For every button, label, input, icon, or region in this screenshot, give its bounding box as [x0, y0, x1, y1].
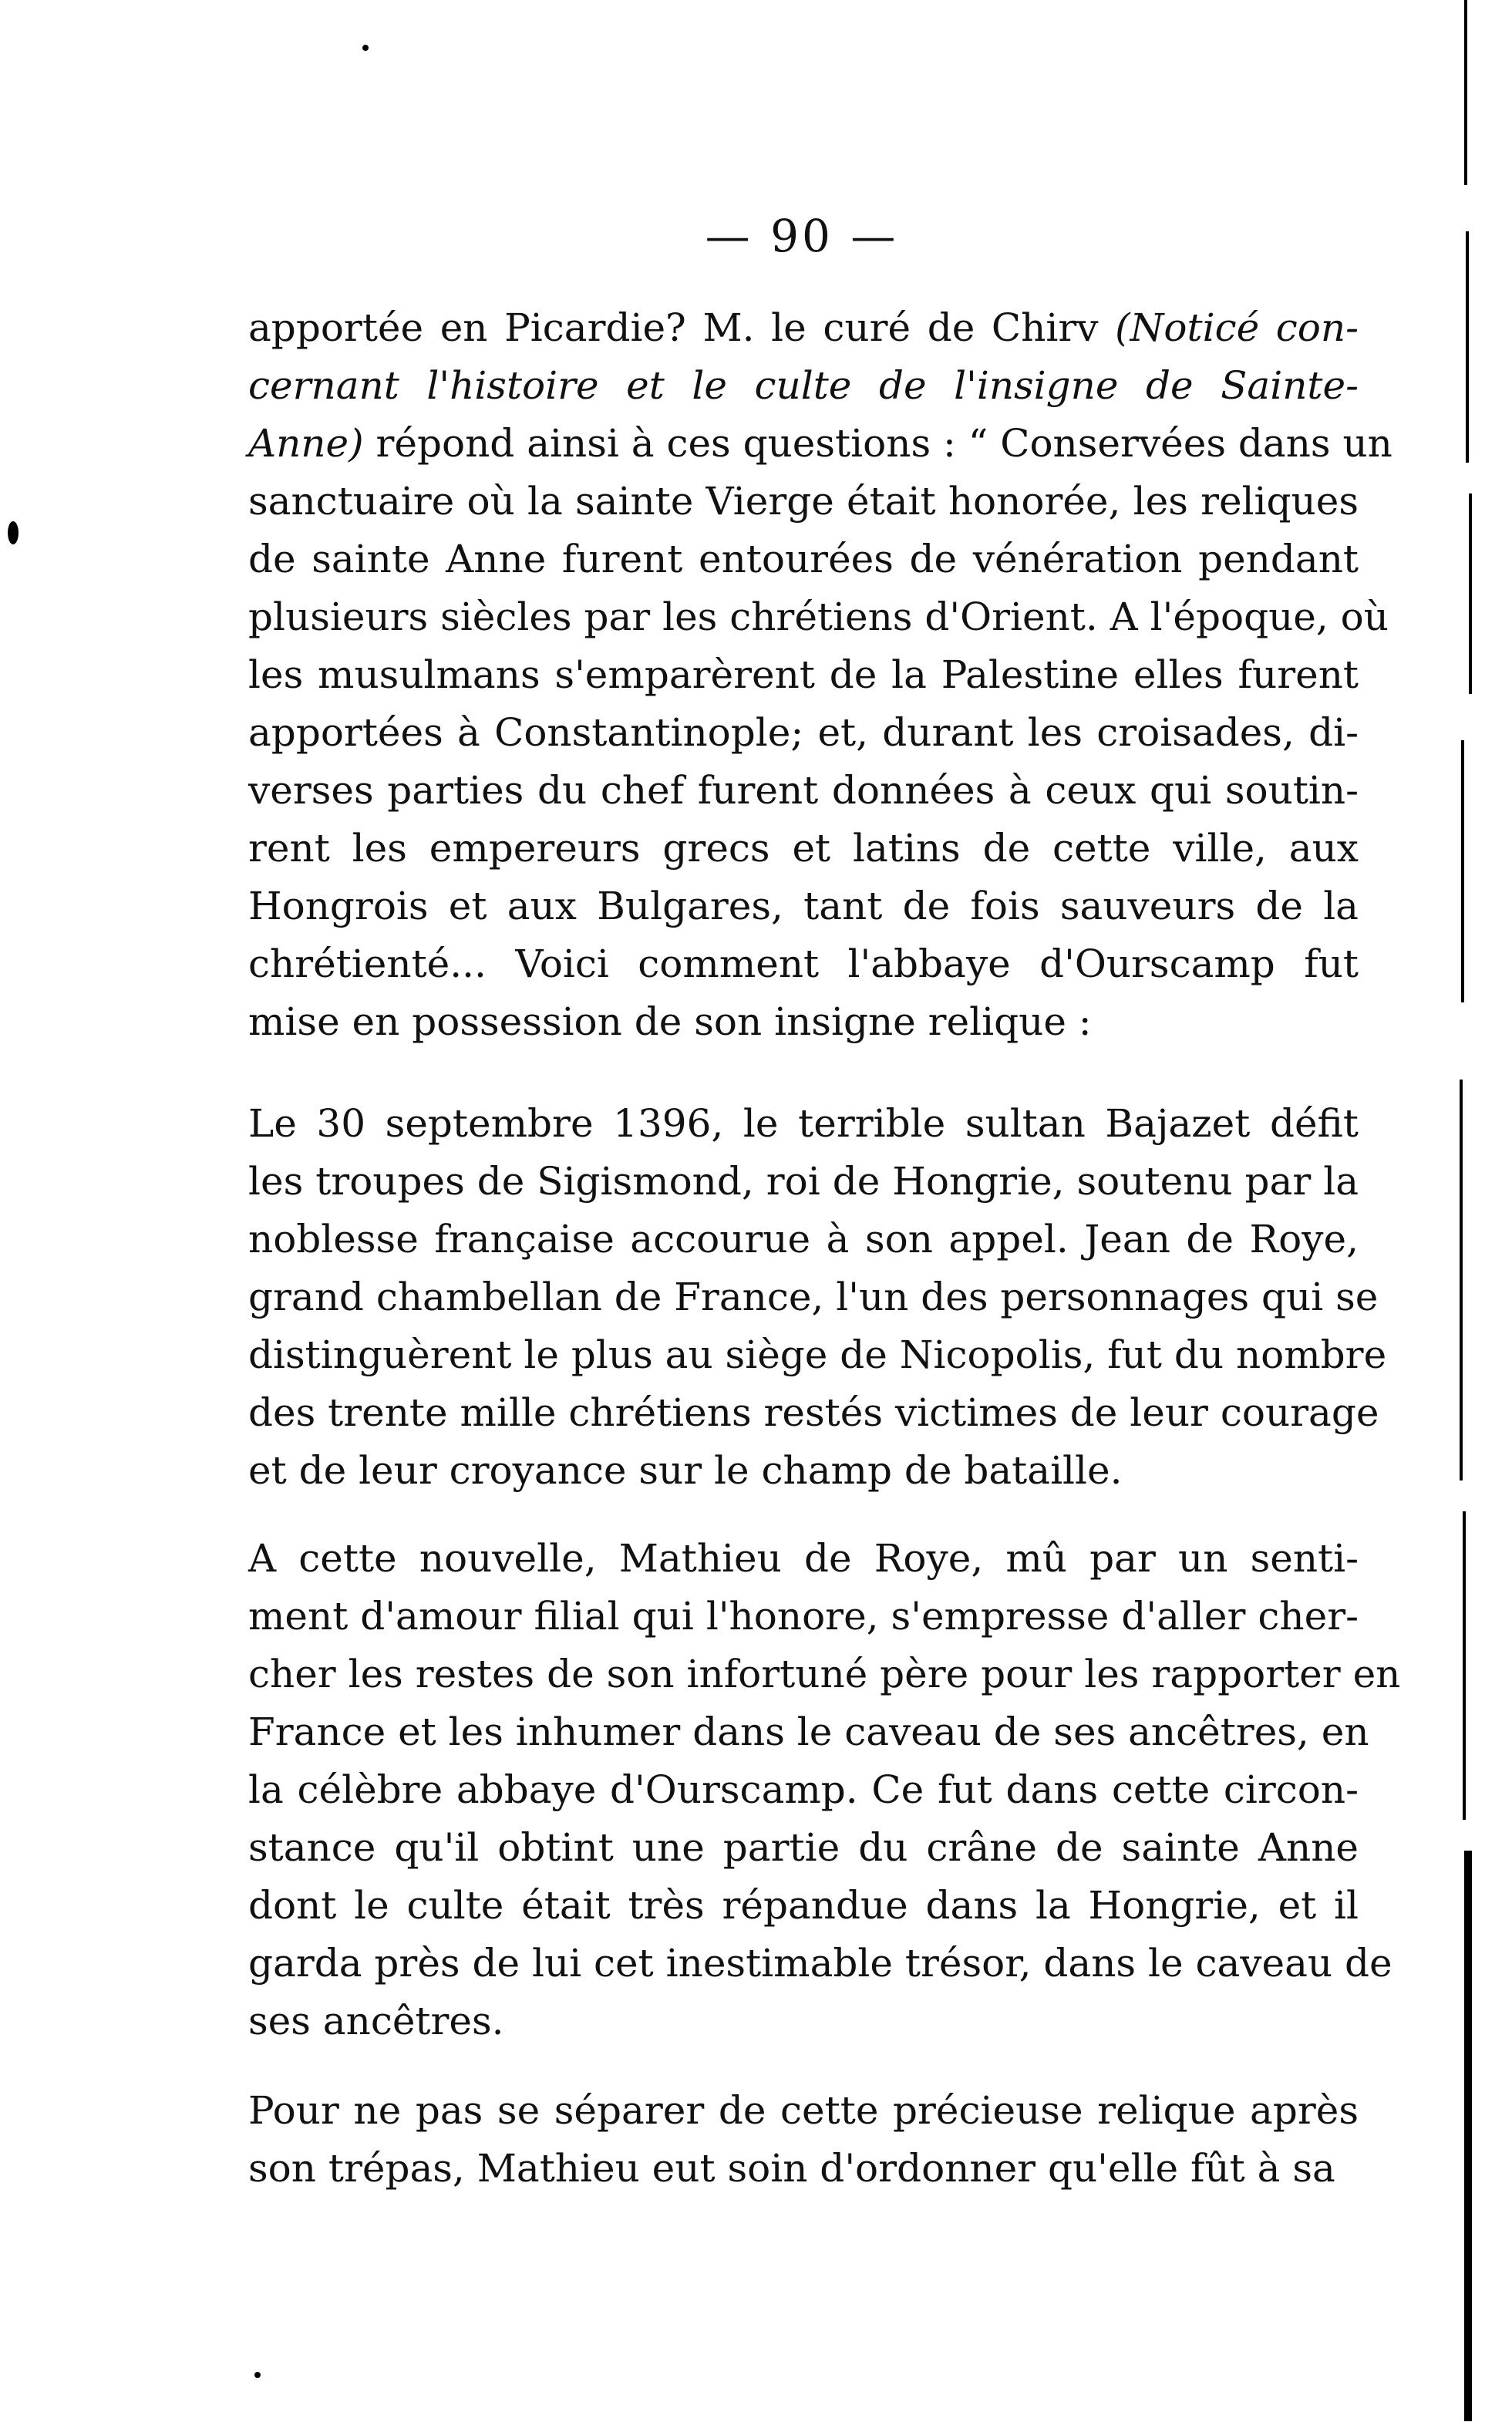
text-run: et de leur croyance sur le champ de bataille. [248, 1448, 1123, 1493]
text-run: plusieurs siècles par les chrétiens d'Orient. A l'époque, où [248, 595, 1389, 639]
text-run: les troupes de Sigismond, roi de Hongrie, soutenu par la [248, 1159, 1359, 1204]
italic-text: Anne) [248, 421, 364, 466]
text-line [248, 357, 1359, 415]
scan-speck [362, 45, 369, 51]
scan-speck [254, 2372, 261, 2378]
text-run: grand chambellan de France, l'un des personnages qui se [248, 1275, 1379, 1319]
text-line [248, 1384, 1379, 1442]
italic-text: cernant l'histoire et le culte de l'insigne de Sainte- [248, 363, 1359, 408]
text-run: ses ancêtres. [248, 1999, 504, 2043]
text-run: France et les inhumer dans le caveau de ses ancêtres, en [248, 1710, 1369, 1754]
text-line [248, 1877, 1359, 1935]
text-line [248, 1993, 1359, 2050]
text-line [248, 1095, 1359, 1153]
page-number: — 90 — [705, 210, 899, 262]
text-line [248, 935, 1359, 993]
text-line [248, 1588, 1359, 1646]
text-run: de sainte Anne furent entourées de vénération pendant [248, 537, 1359, 581]
text-line [248, 1819, 1359, 1877]
paragraph-1 [248, 299, 1392, 1051]
text-run: rent les empereurs grecs et latins de cette ville, aux [248, 826, 1359, 871]
text-line [248, 704, 1359, 762]
text-run: sanctuaire où la sainte Vierge était honorée, les reliques [248, 479, 1359, 524]
text-run: les musulmans s'emparèrent de la Palestine elles furent [248, 652, 1359, 697]
text-line [248, 588, 1389, 646]
text-run: Pour ne pas se séparer de cette précieuse relique après [248, 2088, 1359, 2133]
text-run: noblesse française accourue à son appel. Jean de Roye, [248, 1217, 1359, 1262]
text-line [248, 646, 1359, 704]
text-line [248, 1268, 1379, 1326]
text-run: distinguèrent le plus au siège de Nicopolis, fut du nombre [248, 1332, 1387, 1377]
text-line [248, 820, 1359, 878]
text-run: A cette nouvelle, Mathieu de Roye, mû par un senti- [248, 1536, 1359, 1581]
text-line [248, 762, 1359, 820]
text-run: dont le culte était très répandue dans la Hongrie, et il [248, 1883, 1359, 1928]
text-run: chrétienté... Voici comment l'abbaye d'Ourscamp fut [248, 942, 1359, 986]
text-run: la célèbre abbaye d'Ourscamp. Ce fut dans cette circon- [248, 1767, 1359, 1812]
text-run: Le 30 septembre 1396, le terrible sultan Bajazet défit [248, 1101, 1359, 1146]
text-line [248, 878, 1359, 935]
text-run: mise en possession de son insigne relique : [248, 999, 1092, 1044]
text-run: son trépas, Mathieu eut soin d'ordonner qu'elle fût à sa [248, 2146, 1335, 2191]
text-line [248, 1442, 1359, 1500]
text-line [248, 1703, 1369, 1761]
text-line [248, 1646, 1401, 1703]
text-run: ment d'amour filial qui l'honore, s'empresse d'aller cher- [248, 1594, 1359, 1639]
italic-text: (Noticé con- [1115, 305, 1359, 350]
text-line [248, 1935, 1392, 1993]
text-line [248, 1153, 1359, 1211]
text-run: répond ainsi à ces questions : “ Conservées dans un [363, 421, 1392, 466]
text-run: apportée en Picardie? M. le curé de Chirv [248, 305, 1116, 350]
paragraph-4 [248, 2082, 1359, 2198]
text-run: apportées à Constantinople; et, durant les croisades, di- [248, 710, 1359, 755]
text-line [248, 415, 1392, 473]
text-line [248, 993, 1359, 1051]
paragraph-3 [248, 1530, 1401, 2050]
text-run: garda près de lui cet inestimable trésor, dans le caveau de [248, 1941, 1392, 1986]
text-line [248, 2140, 1359, 2198]
text-run: Hongrois et aux Bulgares, tant de fois sauveurs de la [248, 884, 1359, 928]
text-line [248, 473, 1359, 531]
paragraph-2 [248, 1095, 1387, 1500]
text-line [248, 1326, 1387, 1384]
text-line [248, 531, 1359, 588]
text-run: cher les restes de son infortuné père pour les rapporter en [248, 1652, 1401, 1696]
text-line [248, 1211, 1359, 1268]
text-run: verses parties du chef furent données à ceux qui soutin- [248, 768, 1359, 813]
text-line [248, 1530, 1359, 1588]
scan-speck [8, 521, 19, 544]
binding-edge-artifact [1464, 0, 1481, 2422]
text-run: stance qu'il obtint une partie du crâne de sainte Anne [248, 1825, 1359, 1870]
text-line [248, 2082, 1359, 2140]
text-line [248, 1761, 1359, 1819]
text-line [248, 299, 1359, 357]
text-run: des trente mille chrétiens restés victimes de leur courage [248, 1390, 1379, 1435]
